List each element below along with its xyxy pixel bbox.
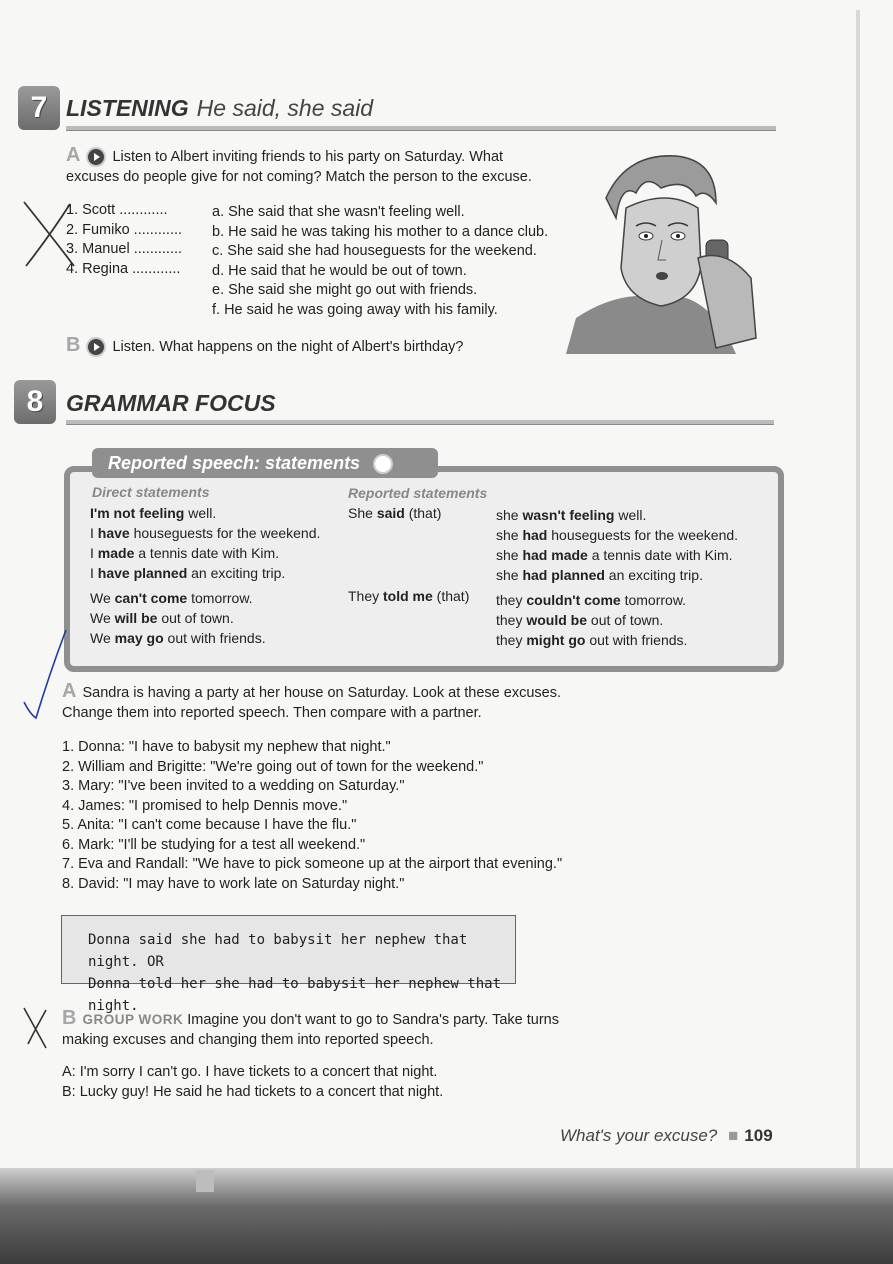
list-item: 6. Mark: "I'll be studying for a test all weekend." xyxy=(62,836,366,853)
section-7-b-instruction xyxy=(66,334,566,358)
instruction-line: excuses do people give for not coming? Match the person to the excuse. xyxy=(66,168,532,185)
direct-line: We may go out with friends. xyxy=(90,630,266,646)
people-list xyxy=(66,201,196,279)
list-item: 1. Donna: "I have to babysit my nephew that night." xyxy=(62,739,391,755)
page-edge xyxy=(856,10,860,1170)
footer-title: What's your excuse? xyxy=(560,1126,718,1145)
dialogue-line: B: Lucky guy! He said he had tickets to a concert that night. xyxy=(62,1083,444,1100)
dialogue xyxy=(62,1063,622,1102)
exercise-b-letter: B xyxy=(62,1007,77,1029)
list-item: b. He said he was taking his mother to a dance club. xyxy=(212,223,549,240)
dialogue-line: A: I'm sorry I can't go. I have tickets to a concert that night. xyxy=(62,1064,438,1080)
list-item: 4. James: "I promised to help Dennis move." xyxy=(62,797,348,814)
group-work-label: GROUP WORK xyxy=(82,1012,184,1027)
example-answer-box xyxy=(61,915,516,1014)
instruction-line: Change them into reported speech. Then compare with a partner. xyxy=(62,704,482,721)
they-told-me-label: They told me (that) xyxy=(348,588,470,604)
instruction-line: Listen to Albert inviting friends to his party on Saturday. What xyxy=(112,149,504,165)
instruction-line: Sandra is having a party at her house on Saturday. Look at these excuses. xyxy=(82,685,561,701)
exercise-b-letter: B xyxy=(66,334,81,356)
scan-tab xyxy=(196,1170,214,1192)
direct-line: I made a tennis date with Kim. xyxy=(90,545,280,561)
section-7-badge: 7 xyxy=(18,86,60,130)
section-8-a-instruction xyxy=(62,680,622,723)
list-item: a. She said that she wasn't feeling well. xyxy=(212,204,465,220)
direct-line: I have planned an exciting trip. xyxy=(90,565,286,581)
instruction-line: Listen. What happens on the night of Albert's birthday? xyxy=(112,339,464,355)
list-item: 4. Regina ............ xyxy=(66,260,181,277)
reported-line: she wasn't feeling well. xyxy=(496,507,647,523)
example-line: Donna told her she had to babysit her nephew that night. xyxy=(88,976,502,1014)
man-on-phone-illustration xyxy=(566,148,766,354)
example-line: Donna said she had to babysit her nephew that night. OR xyxy=(88,932,468,970)
reported-line: they would be out of town. xyxy=(496,612,664,628)
grammar-box-title-text: Reported speech: statements xyxy=(108,453,361,473)
list-item: 3. Manuel ............ xyxy=(66,241,183,257)
reported-line: she had made a tennis date with Kim. xyxy=(496,547,733,563)
page-number: 109 xyxy=(744,1126,773,1145)
grammar-box-title xyxy=(92,448,438,478)
list-item: f. He said he was going away with his family. xyxy=(212,301,498,318)
list-item: 2. Fumiko ............ xyxy=(66,221,183,238)
reported-line: they couldn't come tomorrow. xyxy=(496,592,687,608)
exercise-a-letter: A xyxy=(66,144,81,166)
exercise-a-letter: A xyxy=(62,680,77,702)
list-item: 3. Mary: "I've been invited to a wedding on Saturday." xyxy=(62,778,405,794)
scan-shadow xyxy=(0,1168,893,1264)
direct-line: We can't come tomorrow. xyxy=(90,590,253,606)
direct-statements xyxy=(90,503,320,648)
handwritten-x-mark xyxy=(20,1004,52,1052)
excuse-list xyxy=(212,203,572,320)
section-7-rule xyxy=(66,126,776,131)
section-7-a-instruction xyxy=(66,144,576,187)
list-item: 7. Eva and Randall: "We have to pick someone up at the airport that evening." xyxy=(62,856,563,872)
audio-play-icon[interactable] xyxy=(86,337,106,357)
direct-line: We will be out of town. xyxy=(90,610,234,626)
audio-play-icon[interactable] xyxy=(373,454,393,474)
reported-line: they might go out with friends. xyxy=(496,632,688,648)
list-item: 5. Anita: "I can't come because I have the flu." xyxy=(62,817,357,833)
list-item: 2. William and Brigitte: "We're going out of town for the weekend." xyxy=(62,758,484,775)
section-8-badge: 8 xyxy=(14,380,56,424)
instruction-line: Imagine you don't want to go to Sandra's party. Take turns xyxy=(187,1012,559,1028)
footer-separator: ■ xyxy=(728,1126,739,1145)
direct-line: I have houseguests for the weekend. xyxy=(90,525,321,541)
list-item: c. She said she had houseguests for the weekend. xyxy=(212,243,537,259)
section-7-title xyxy=(66,95,373,122)
grammar-focus-heading: GRAMMAR FOCUS xyxy=(66,390,276,416)
section-8-b-instruction xyxy=(62,1007,622,1050)
list-item: 1. Scott ............ xyxy=(66,202,168,218)
she-said-label: She said (that) xyxy=(348,505,442,521)
list-item: e. She said she might go out with friends. xyxy=(212,282,478,298)
list-item: d. He said that he would be out of town. xyxy=(212,262,467,279)
exercise-list xyxy=(62,738,622,894)
reported-statements-header: Reported statements xyxy=(348,485,488,501)
direct-line: I'm not feeling well. xyxy=(90,505,217,521)
instruction-line: making excuses and changing them into reported speech. xyxy=(62,1031,434,1048)
reported-line: she had houseguests for the weekend. xyxy=(496,527,739,543)
reported-line: she had planned an exciting trip. xyxy=(496,567,703,583)
listening-subtitle: He said, she said xyxy=(196,95,374,121)
direct-statements-header: Direct statements xyxy=(92,484,210,500)
audio-play-icon[interactable] xyxy=(86,147,106,167)
list-item: 8. David: "I may have to work late on Saturday night." xyxy=(62,875,405,892)
reported-statements xyxy=(496,505,738,650)
section-8-rule xyxy=(66,420,774,425)
listening-heading: LISTENING xyxy=(66,95,189,121)
page-footer xyxy=(560,1126,773,1146)
